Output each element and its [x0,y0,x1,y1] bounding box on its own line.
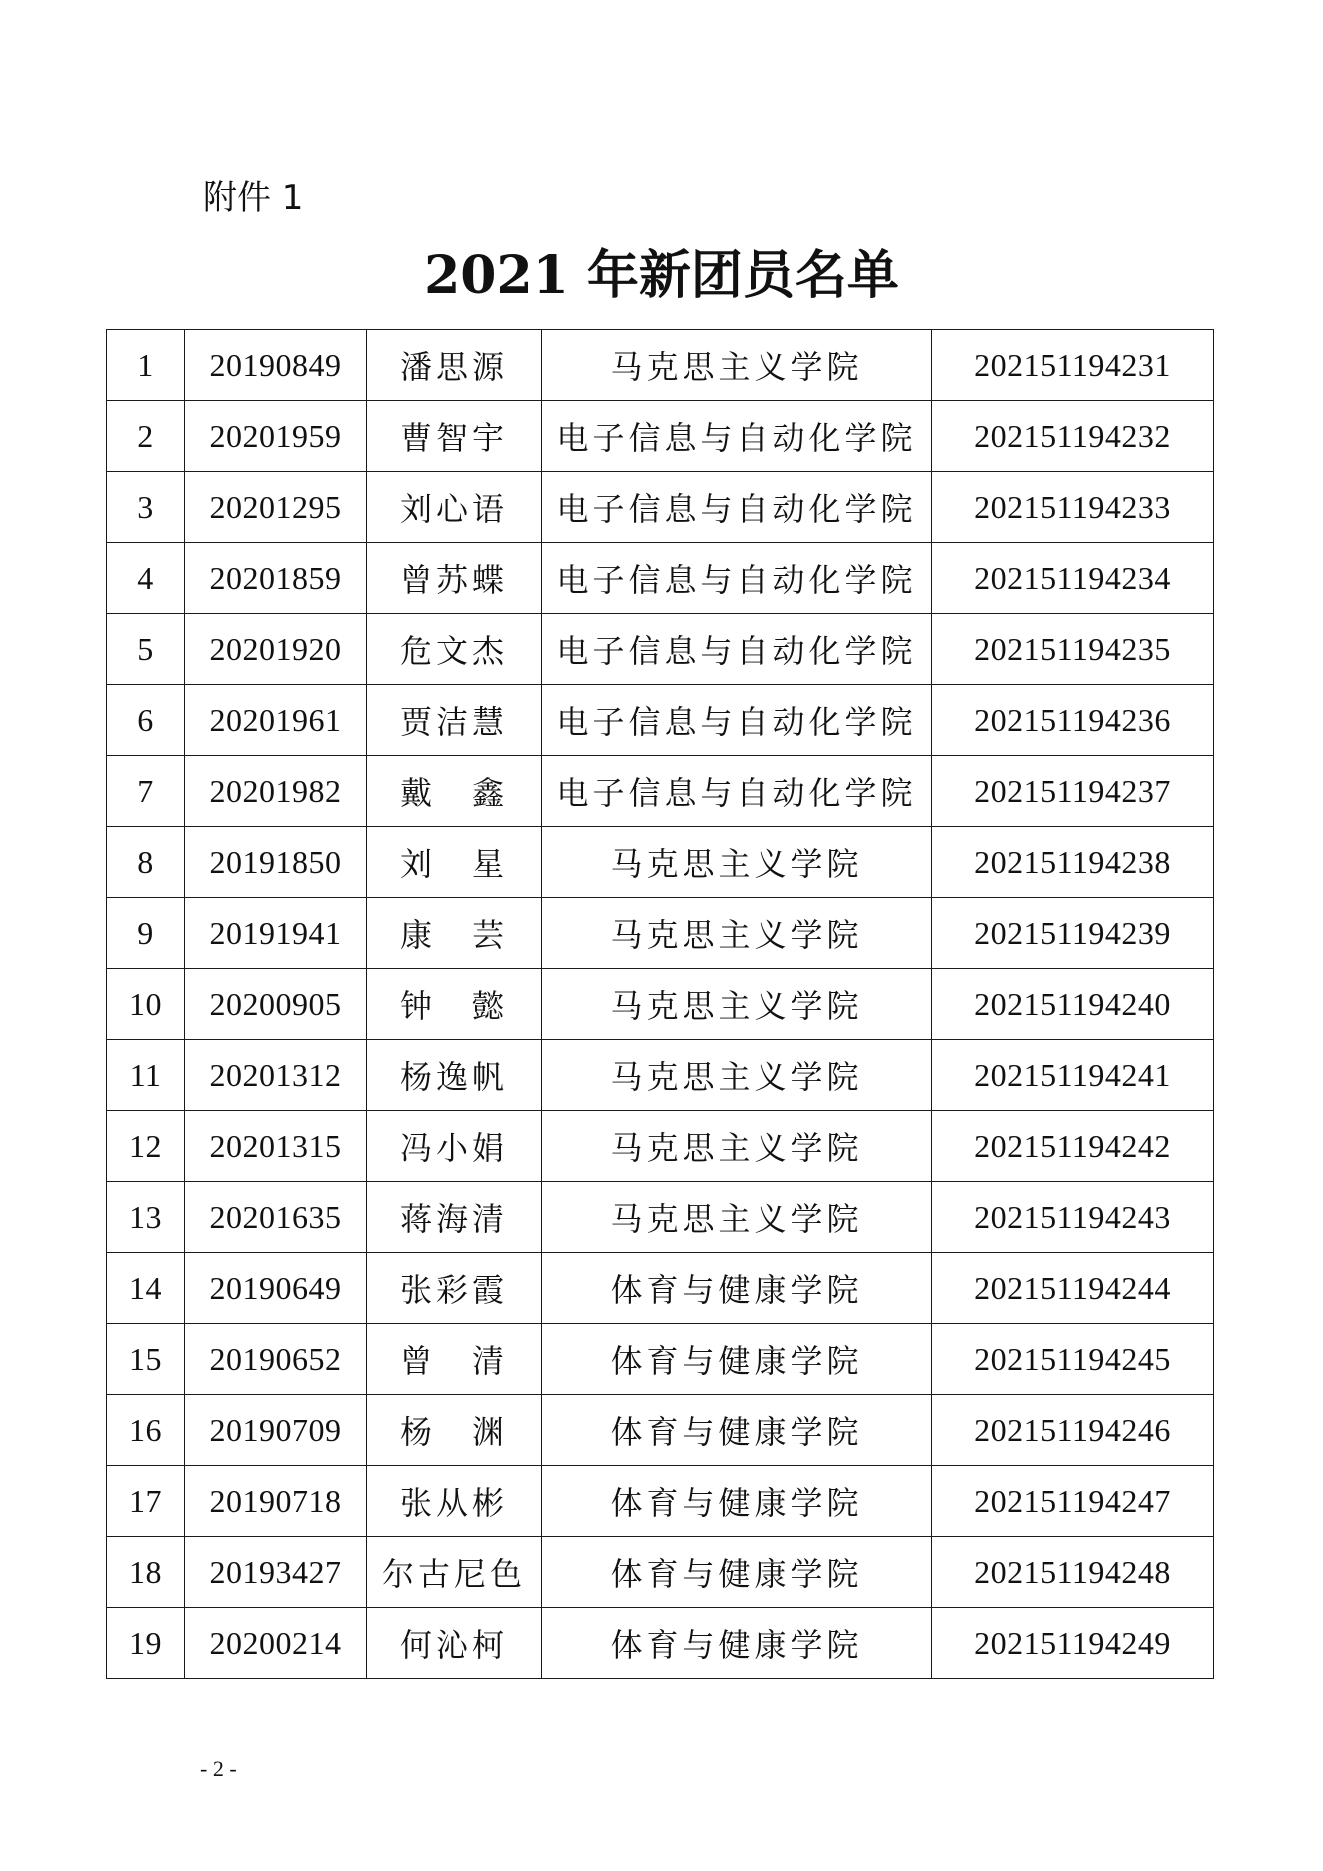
college-cell: 马克思主义学院 [542,969,932,1040]
table-row [107,1466,1214,1537]
table-row [107,1111,1214,1182]
table-row [107,1608,1214,1679]
table-row [107,330,1214,401]
name-cell: 冯小娟 [367,1111,542,1182]
row-number-cell: 1 [107,330,185,401]
member-id-cell: 202151194238 [932,827,1214,898]
college-cell: 电子信息与自动化学院 [542,401,932,472]
member-id-cell: 202151194249 [932,1608,1214,1679]
name-cell: 杨逸帆 [367,1040,542,1111]
student-id-cell: 20190709 [185,1395,367,1466]
name-cell: 刘 星 [367,827,542,898]
college-cell: 电子信息与自动化学院 [542,543,932,614]
name-cell: 康 芸 [367,898,542,969]
college-cell: 马克思主义学院 [542,1111,932,1182]
student-id-cell: 20191941 [185,898,367,969]
college-cell: 马克思主义学院 [542,827,932,898]
table-row [107,1182,1214,1253]
student-id-cell: 20201982 [185,756,367,827]
member-id-cell: 202151194231 [932,330,1214,401]
table-row [107,1324,1214,1395]
college-cell: 马克思主义学院 [542,1182,932,1253]
student-id-cell: 20190718 [185,1466,367,1537]
member-id-cell: 202151194236 [932,685,1214,756]
member-id-cell: 202151194241 [932,1040,1214,1111]
row-number-cell: 19 [107,1608,185,1679]
table-row [107,614,1214,685]
row-number-cell: 6 [107,685,185,756]
name-cell: 张从彬 [367,1466,542,1537]
row-number-cell: 18 [107,1537,185,1608]
table-row [107,1253,1214,1324]
member-id-cell: 202151194244 [932,1253,1214,1324]
student-id-cell: 20201295 [185,472,367,543]
member-id-cell: 202151194239 [932,898,1214,969]
student-id-cell: 20201961 [185,685,367,756]
name-cell: 曾 清 [367,1324,542,1395]
college-cell: 体育与健康学院 [542,1253,932,1324]
student-id-cell: 20200905 [185,969,367,1040]
student-id-cell: 20201312 [185,1040,367,1111]
row-number-cell: 11 [107,1040,185,1111]
table-row [107,1537,1214,1608]
row-number-cell: 14 [107,1253,185,1324]
name-cell: 戴 鑫 [367,756,542,827]
document-title: 2021 年新团员名单 [424,245,899,306]
row-number-cell: 10 [107,969,185,1040]
row-number-cell: 16 [107,1395,185,1466]
table-row [107,685,1214,756]
row-number-cell: 7 [107,756,185,827]
row-number-cell: 15 [107,1324,185,1395]
student-id-cell: 20190849 [185,330,367,401]
row-number-cell: 8 [107,827,185,898]
name-cell: 张彩霞 [367,1253,542,1324]
name-cell: 危文杰 [367,614,542,685]
name-cell: 刘心语 [367,472,542,543]
table-row [107,401,1214,472]
row-number-cell: 5 [107,614,185,685]
student-id-cell: 20201920 [185,614,367,685]
college-cell: 电子信息与自动化学院 [542,614,932,685]
row-number-cell: 9 [107,898,185,969]
member-id-cell: 202151194240 [932,969,1214,1040]
college-cell: 电子信息与自动化学院 [542,756,932,827]
name-cell: 杨 渊 [367,1395,542,1466]
college-cell: 电子信息与自动化学院 [542,685,932,756]
college-cell: 体育与健康学院 [542,1537,932,1608]
table-row [107,756,1214,827]
student-id-cell: 20193427 [185,1537,367,1608]
name-cell: 贾洁慧 [367,685,542,756]
member-id-cell: 202151194247 [932,1466,1214,1537]
member-id-cell: 202151194245 [932,1324,1214,1395]
member-id-cell: 202151194243 [932,1182,1214,1253]
student-id-cell: 20201859 [185,543,367,614]
row-number-cell: 13 [107,1182,185,1253]
college-cell: 体育与健康学院 [542,1395,932,1466]
member-id-cell: 202151194235 [932,614,1214,685]
name-cell: 潘思源 [367,330,542,401]
table-row [107,969,1214,1040]
student-id-cell: 20190649 [185,1253,367,1324]
table-row [107,1040,1214,1111]
student-id-cell: 20201959 [185,401,367,472]
college-cell: 马克思主义学院 [542,898,932,969]
table-body [107,330,1214,1679]
member-id-cell: 202151194248 [932,1537,1214,1608]
student-id-cell: 20190652 [185,1324,367,1395]
row-number-cell: 17 [107,1466,185,1537]
row-number-cell: 12 [107,1111,185,1182]
college-cell: 马克思主义学院 [542,330,932,401]
table-row [107,1395,1214,1466]
row-number-cell: 3 [107,472,185,543]
member-id-cell: 202151194242 [932,1111,1214,1182]
name-cell: 蒋海清 [367,1182,542,1253]
member-id-cell: 202151194246 [932,1395,1214,1466]
college-cell: 体育与健康学院 [542,1466,932,1537]
name-cell: 何沁柯 [367,1608,542,1679]
college-cell: 马克思主义学院 [542,1040,932,1111]
member-id-cell: 202151194237 [932,756,1214,827]
name-cell: 曾苏蝶 [367,543,542,614]
student-id-cell: 20200214 [185,1608,367,1679]
page-number: - 2 - [200,1756,237,1781]
student-id-cell: 20191850 [185,827,367,898]
name-cell: 曹智宇 [367,401,542,472]
row-number-cell: 2 [107,401,185,472]
table-row [107,472,1214,543]
member-id-cell: 202151194233 [932,472,1214,543]
college-cell: 体育与健康学院 [542,1324,932,1395]
name-cell: 钟 懿 [367,969,542,1040]
student-id-cell: 20201635 [185,1182,367,1253]
name-cell: 尔古尼色 [367,1537,542,1608]
college-cell: 电子信息与自动化学院 [542,472,932,543]
table-row [107,543,1214,614]
attachment-label: 附件 1 [203,178,304,218]
member-id-cell: 202151194234 [932,543,1214,614]
table-row [107,898,1214,969]
table-row [107,827,1214,898]
member-id-cell: 202151194232 [932,401,1214,472]
college-cell: 体育与健康学院 [542,1608,932,1679]
student-id-cell: 20201315 [185,1111,367,1182]
new-member-table [106,329,1214,1679]
row-number-cell: 4 [107,543,185,614]
